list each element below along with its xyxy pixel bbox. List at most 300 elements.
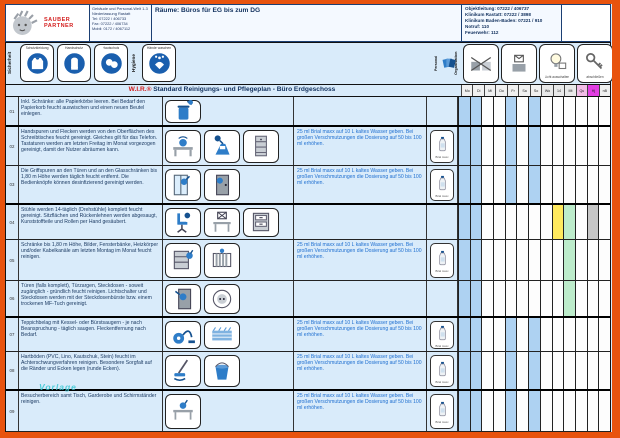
pictogram-box [165, 284, 201, 314]
task-row [6, 318, 610, 352]
product-bottle-box [430, 169, 454, 201]
schedule-column-header: Mi [484, 85, 495, 96]
bottle-label: Brial maxx [435, 420, 449, 424]
radiator-icon [209, 247, 235, 273]
task-table [5, 97, 611, 434]
organisation-item-box [577, 44, 613, 83]
schedule-cell [481, 127, 493, 165]
company-address-line: Fax: 07222 / 406734 [92, 21, 128, 26]
schedule-column-header: Do [495, 85, 506, 96]
bottle-cell [427, 281, 458, 316]
cleaning-bottle-icon [434, 358, 451, 380]
task-pictograms [163, 205, 294, 239]
mandatory-sign-box [94, 44, 128, 82]
schedule-cell [598, 127, 610, 165]
schedule-cell [470, 240, 482, 280]
sign-caption: Hände waschen [146, 46, 172, 50]
cleaning-bottle-icon [434, 172, 451, 194]
cleaning-bottle-icon [434, 398, 451, 420]
company-address-line: Niederlassung Rastatt [92, 11, 131, 16]
task-number: 09 [6, 391, 19, 431]
schedule-cell [516, 240, 528, 280]
task-row [6, 127, 610, 166]
schedule-cell [458, 166, 470, 203]
schedule-cell [493, 318, 505, 351]
schedule-cell [493, 127, 505, 165]
schedule-cell [458, 205, 470, 239]
schedule-cell [540, 205, 552, 239]
schedule-cell [587, 205, 599, 239]
logo-line-1: SAUBER [44, 17, 71, 23]
schedule-cell [552, 391, 564, 431]
bottle-label: Brial maxx [435, 193, 449, 198]
schedule-column-header: Qu [576, 85, 587, 96]
task-number: 07 [6, 318, 19, 351]
mandatory-sign-box [142, 44, 176, 82]
schedule-cell [598, 281, 610, 316]
schedule-header-row [461, 85, 610, 96]
light-off-icon [543, 49, 571, 75]
phone-wipe-icon [209, 133, 235, 159]
task-description: Türen (falls komplett), Türzargen, Steckdosen - soweit zugänglich - gründlich feucht reinigen. Lichtschalter und Steckdosen werden mit der Steckdosenbürste bzw. einem trockenen MF-Tuch gereinigt. [19, 281, 163, 316]
glass-wipe-icon [170, 172, 196, 198]
pictogram-box [165, 355, 201, 387]
bottle-label: Brial maxx [435, 379, 449, 384]
contact-phone-line: Notruf: 110 [465, 23, 489, 29]
chair-wipe-icon [170, 209, 196, 235]
schedule-cell [587, 352, 599, 389]
pictogram-box [165, 243, 201, 278]
schedule-cell [552, 318, 564, 351]
schedule-cell [516, 205, 528, 239]
plan-title-bar [5, 84, 611, 97]
organisation-item-box [539, 44, 575, 83]
schedule-cell [540, 391, 552, 431]
schedule-cell [540, 281, 552, 316]
bottle-cell [427, 318, 458, 351]
product-bottle-box [430, 355, 454, 387]
schedule-cell [575, 318, 587, 351]
company-address-block [90, 5, 152, 41]
schedule-column-header: Sa [518, 85, 529, 96]
cabinet-icon [248, 133, 274, 159]
sign-caption: Schutzkleidung [25, 46, 49, 50]
schedule-cell [552, 97, 564, 125]
schedule-cell [493, 97, 505, 125]
schedule-cell [575, 127, 587, 165]
task-pictograms [163, 166, 294, 203]
bottle-cell [427, 205, 458, 239]
dosage-note [294, 281, 427, 316]
schedule-cell [516, 352, 528, 389]
task-row [6, 240, 610, 281]
desk-wipe-icon [170, 133, 196, 159]
bottle-cell [427, 240, 458, 280]
schedule-cell [563, 391, 575, 431]
schedule-cell [587, 391, 599, 431]
task-number: 08 [6, 352, 19, 389]
dosage-note: 25 ml Brial maxx auf 10 L kaltes Wasser geben. Bei großen Verschmutzungen die Dosierung auf 50 bis 100 ml erhöhen. [294, 352, 427, 389]
brand-mark: W.I.R.® [128, 86, 152, 93]
task-pictograms [163, 281, 294, 316]
schedule-grid-row [458, 352, 610, 389]
schedule-cell [552, 281, 564, 316]
schedule-cell [516, 97, 528, 125]
schedule-column-header: Mt [564, 85, 575, 96]
schedule-cell [563, 127, 575, 165]
schedule-cell [563, 97, 575, 125]
skin-protection-sign-icon [98, 50, 125, 77]
schedule-cell [575, 166, 587, 203]
logo-text [44, 17, 74, 29]
product-bottle-box [430, 243, 454, 278]
sign-caption: Handschutz [65, 46, 83, 50]
schedule-cell [563, 240, 575, 280]
task-number: 03 [6, 166, 19, 203]
cleaning-bottle-icon [434, 133, 451, 155]
schedule-cell [598, 205, 610, 239]
organisation-item-box [463, 44, 499, 83]
door-icon [209, 172, 235, 198]
schedule-cell [587, 166, 599, 203]
pictogram-box [165, 100, 201, 123]
company-address-line: Tel: 07222 / 406733 [92, 16, 127, 21]
schedule-cell [505, 127, 517, 165]
schedule-cell [481, 391, 493, 431]
schedule-cell [470, 205, 482, 239]
organisation-label: Organisation [454, 51, 458, 75]
schedule-cell [598, 318, 610, 351]
schedule-cell [552, 352, 564, 389]
plan-title-text: Standard Reinigungs- und Pflegeplan - Büro Erdgeschoss [151, 86, 336, 93]
schedule-cell [505, 97, 517, 125]
schedule-cell [587, 281, 599, 316]
door-wipe-icon [170, 286, 196, 312]
schedule-cell [481, 318, 493, 351]
schedule-cell [528, 318, 540, 351]
schedule-cell [575, 352, 587, 389]
schedule-cell [505, 318, 517, 351]
carpet-icon [209, 322, 235, 348]
header-empty-cell [562, 5, 610, 41]
schedule-cell [458, 281, 470, 316]
task-number: 06 [6, 281, 19, 316]
dosage-note: 25 ml Brial maxx auf 10 L kaltes Wasser geben. Bei großen Verschmutzungen die Dosierung auf 50 bis 100 ml erhöhen. [294, 166, 427, 203]
pictogram-box [165, 394, 201, 429]
schedule-cell [563, 318, 575, 351]
schedule-cell [516, 391, 528, 431]
schedule-cell [552, 240, 564, 280]
task-description: Teppichbelag mit Kessel- oder Bürstsaugern - je nach Beanspruchung - täglich saugen. Fleckentfernung nach Bedarf. [19, 318, 163, 351]
task-number: 01 [6, 97, 19, 125]
schedule-cell [563, 166, 575, 203]
schedule-grid-row [458, 166, 610, 203]
waste-bin-icon [170, 98, 196, 124]
bottle-cell [427, 352, 458, 389]
schedule-cell [598, 240, 610, 280]
schedule-cell [528, 166, 540, 203]
pictogram-box [204, 284, 240, 314]
task-description: Hartböden (PVC, Lino, Kautschuk, Stein) feucht im Achterschwungverfahren reinigen. Besondere Sorgfalt auf die Ränder und Ecken legen (runde Ecken). [19, 352, 163, 389]
company-address-line: Gebäude und Personal-Welt 1-3 [92, 6, 148, 11]
schedule-cell [540, 166, 552, 203]
schedule-cell [458, 318, 470, 351]
sign-caption: Hautschutz [102, 46, 120, 50]
schedule-cell [470, 127, 482, 165]
pictogram-box [204, 208, 240, 237]
watermark-text: Vorlage [39, 382, 77, 392]
schedule-cell [552, 166, 564, 203]
schedule-cell [493, 352, 505, 389]
mop-icon [170, 358, 196, 384]
task-row [6, 352, 610, 391]
schedule-cell [540, 352, 552, 389]
schedule-cell [563, 281, 575, 316]
bottle-label: Brial maxx [435, 343, 449, 348]
schedule-cell [470, 97, 482, 125]
schedule-cell [552, 127, 564, 165]
schedule-cell [505, 391, 517, 431]
schedule-cell [458, 127, 470, 165]
contact-phone-line: Objektleitung: 07222 / 406737 [465, 6, 530, 11]
company-logo [6, 5, 90, 41]
schedule-cell [481, 281, 493, 316]
dosage-note [294, 205, 427, 239]
pictogram-box [204, 169, 240, 201]
hygiene-label: Hygiene [131, 54, 136, 72]
schedule-cell [540, 240, 552, 280]
schedule-cell [528, 205, 540, 239]
schedule-cell [505, 281, 517, 316]
task-pictograms [163, 127, 294, 165]
task-pictograms [163, 318, 294, 351]
rooms-label: Räume: Büros für EG bis zum DG [152, 5, 462, 41]
schedule-cell [505, 240, 517, 280]
schedule-column-header: Fr [507, 85, 518, 96]
bottle-cell [427, 127, 458, 165]
logo-line-2: PARTNER [44, 23, 74, 29]
safety-sign-band [5, 42, 611, 84]
task-row [6, 391, 610, 432]
table-wipe-icon [170, 398, 196, 424]
task-description: Handspuren und Flecken werden von den Oberflächen des Schreibtisches feucht gereinigt. Gleiches gilt für das Telefon. Tastaturen werden am letzten Freitag im Monat vorgezogen gereinigt, damit der Nutzer abräumen kann. [19, 127, 163, 165]
pictogram-box [243, 130, 279, 163]
schedule-cell [470, 318, 482, 351]
schedule-cell [528, 352, 540, 389]
schedule-cell [528, 127, 540, 165]
schedule-cell [458, 97, 470, 125]
schedule-cell [575, 240, 587, 280]
schedule-cell [493, 205, 505, 239]
key-icon [581, 49, 609, 75]
schedule-cell [481, 97, 493, 125]
schedule-cell [481, 166, 493, 203]
schedule-cell [458, 240, 470, 280]
mandatory-sign-box [20, 44, 54, 82]
task-description: Inkl. Schränke: alle Papierkörbe leeren. Bei Bedarf den Papierkorb feucht auswischen und einen neuen Beutel einlegen. [19, 97, 163, 125]
schedule-cell [587, 318, 599, 351]
mandatory-sign-box [57, 44, 91, 82]
schedule-cell [598, 97, 610, 125]
schedule-cell [516, 127, 528, 165]
task-row [6, 97, 610, 127]
schedule-grid-row [458, 97, 610, 125]
machine-post-icon [505, 51, 533, 77]
schedule-cell [552, 205, 564, 239]
schedule-cell [458, 391, 470, 431]
contact-phone-block [462, 5, 562, 41]
bucket-icon [209, 358, 235, 384]
schedule-grid-row [458, 318, 610, 351]
pictogram-box [204, 321, 240, 349]
schedule-column-header: Mo [461, 85, 472, 96]
schedule-cell [587, 97, 599, 125]
schedule-cell [493, 240, 505, 280]
pictogram-box [165, 208, 201, 237]
task-pictograms [163, 391, 294, 431]
dosage-note: 25 ml Brial maxx auf 10 L kaltes Wasser geben. Bei großen Verschmutzungen die Dosierung auf 50 bis 100 ml erhöhen. [294, 391, 427, 431]
table-sign-icon [209, 209, 235, 235]
task-pictograms [163, 352, 294, 389]
schedule-cell [598, 352, 610, 389]
cleaning-bottle-icon [434, 322, 451, 344]
task-description: Stühle werden 14-täglich (Drehstühle) komplett feucht gereinigt. Sitzflächen und Rückenlehnen werden abgesaugt, Kunststoffteile und Rollen per Hand gesäubert. [19, 205, 163, 239]
bottle-label: Brial maxx [435, 269, 449, 273]
task-pictograms [163, 240, 294, 280]
drawer-icon [248, 209, 274, 235]
schedule-grid-row [458, 240, 610, 280]
schedule-cell [587, 240, 599, 280]
contact-phone-line: Klinikum Baden-Baden: 07221 / 910 [465, 17, 543, 23]
hand-protection-sign-icon [61, 50, 88, 77]
schedule-cell [493, 281, 505, 316]
organisation-caption: abschließen [586, 74, 604, 79]
dosage-note [294, 97, 427, 125]
schedule-column-header: Hj [587, 85, 598, 96]
pictogram-box [204, 243, 240, 278]
dosage-note: 25 ml Brial maxx auf 10 L kaltes Wasser geben. Bei großen Verschmutzungen die Dosierung auf 50 bis 100 ml erhöhen. [294, 240, 427, 280]
task-number: 05 [6, 240, 19, 280]
schedule-grid-row [458, 205, 610, 239]
bottle-cell [427, 97, 458, 125]
schedule-grid-row [458, 127, 610, 165]
schedule-cell [481, 205, 493, 239]
schedule-cell [528, 240, 540, 280]
task-description: Schränke bis 1,80 m Höhe, Bilder, Fensterbänke, Heizkörper und/oder Kabelkanäle am letzten Montag im Monat feucht reinigen. [19, 240, 163, 280]
schedule-cell [575, 391, 587, 431]
task-number: 04 [6, 205, 19, 239]
company-address-line: Mobil: 0172 / 4067112 [92, 26, 131, 31]
schedule-cell [470, 352, 482, 389]
bottle-label: Brial maxx [435, 155, 449, 159]
vacuum-icon [170, 322, 196, 348]
task-description: Besucherbereich samt Tisch, Garderobe und Schirmständer reinigen. [19, 391, 163, 431]
schedule-cell [575, 97, 587, 125]
task-row [6, 205, 610, 240]
schedule-cell [598, 391, 610, 431]
pictogram-box [165, 130, 201, 163]
schedule-column-header: 14 [553, 85, 564, 96]
schedule-cell [528, 281, 540, 316]
schedule-grid-row [458, 391, 610, 431]
product-bottle-box [430, 321, 454, 349]
product-bottle-box [430, 130, 454, 163]
schedule-cell [528, 97, 540, 125]
machines-icon [467, 51, 495, 77]
schedule-cell [563, 205, 575, 239]
schedule-cell [587, 127, 599, 165]
schedule-column-header: nB [599, 85, 610, 96]
schedule-cell [505, 205, 517, 239]
schedule-cell [458, 352, 470, 389]
socket-icon [209, 286, 235, 312]
schedule-cell [575, 281, 587, 316]
cleaning-bottle-icon [434, 247, 451, 269]
schedule-column-header: Wo [541, 85, 552, 96]
hedgehog-logo-icon [8, 7, 42, 39]
document-header [5, 4, 611, 42]
bottle-cell [427, 166, 458, 203]
task-description: Die Griffspuren an den Türen und an den Glasschränken bis 1,80 m Höhe werden täglich feucht entfernt. Die Bedienknöpfe können desinfizierend gereinigt werden. [19, 166, 163, 203]
schedule-column-header: So [530, 85, 541, 96]
pictogram-box [243, 208, 279, 237]
task-row [6, 281, 610, 318]
protective-clothing-sign-icon [24, 50, 51, 77]
schedule-cell [516, 318, 528, 351]
pictogram-box [204, 355, 240, 387]
bottle-cell [427, 391, 458, 431]
pictogram-box [165, 169, 201, 201]
task-number: 02 [6, 127, 19, 165]
schedule-cell [516, 166, 528, 203]
schedule-cell [481, 352, 493, 389]
pictogram-box [165, 321, 201, 349]
shelf-wipe-icon [170, 247, 196, 273]
product-bottle-box [430, 394, 454, 429]
schedule-cell [505, 166, 517, 203]
schedule-cell [516, 281, 528, 316]
sicherheit-label: Sicherheit [7, 51, 12, 75]
task-row [6, 166, 610, 205]
schedule-cell [540, 127, 552, 165]
wash-hands-sign-icon [146, 50, 173, 77]
organisation-item-box [501, 44, 537, 83]
dosage-note: 25 ml Brial maxx auf 10 L kaltes Wasser geben. Bei großen Verschmutzungen die Dosierung auf 50 bis 100 ml erhöhen. [294, 318, 427, 351]
schedule-cell [493, 391, 505, 431]
schedule-cell [598, 166, 610, 203]
schedule-cell [540, 318, 552, 351]
contact-phone-line: Feuerwehr: 112 [465, 29, 499, 35]
schedule-cell [540, 97, 552, 125]
schedule-cell [575, 205, 587, 239]
pictogram-box [204, 130, 240, 163]
plan-title [6, 86, 458, 93]
schedule-cell [481, 240, 493, 280]
personal-label: Personal [434, 55, 438, 71]
schedule-grid-row [458, 281, 610, 316]
task-pictograms [163, 97, 294, 125]
schedule-cell [493, 166, 505, 203]
schedule-cell [470, 281, 482, 316]
schedule-cell [470, 166, 482, 203]
schedule-cell [470, 391, 482, 431]
dosage-note: 25 ml Brial maxx auf 10 L kaltes Wasser geben. Bei großen Verschmutzungen die Dosierung auf 50 bis 100 ml erhöhen. [294, 127, 427, 165]
schedule-column-header: Di [472, 85, 483, 96]
schedule-cell [505, 352, 517, 389]
schedule-cell [563, 352, 575, 389]
schedule-cell [528, 391, 540, 431]
organisation-caption: Licht ausschalten [544, 74, 570, 79]
